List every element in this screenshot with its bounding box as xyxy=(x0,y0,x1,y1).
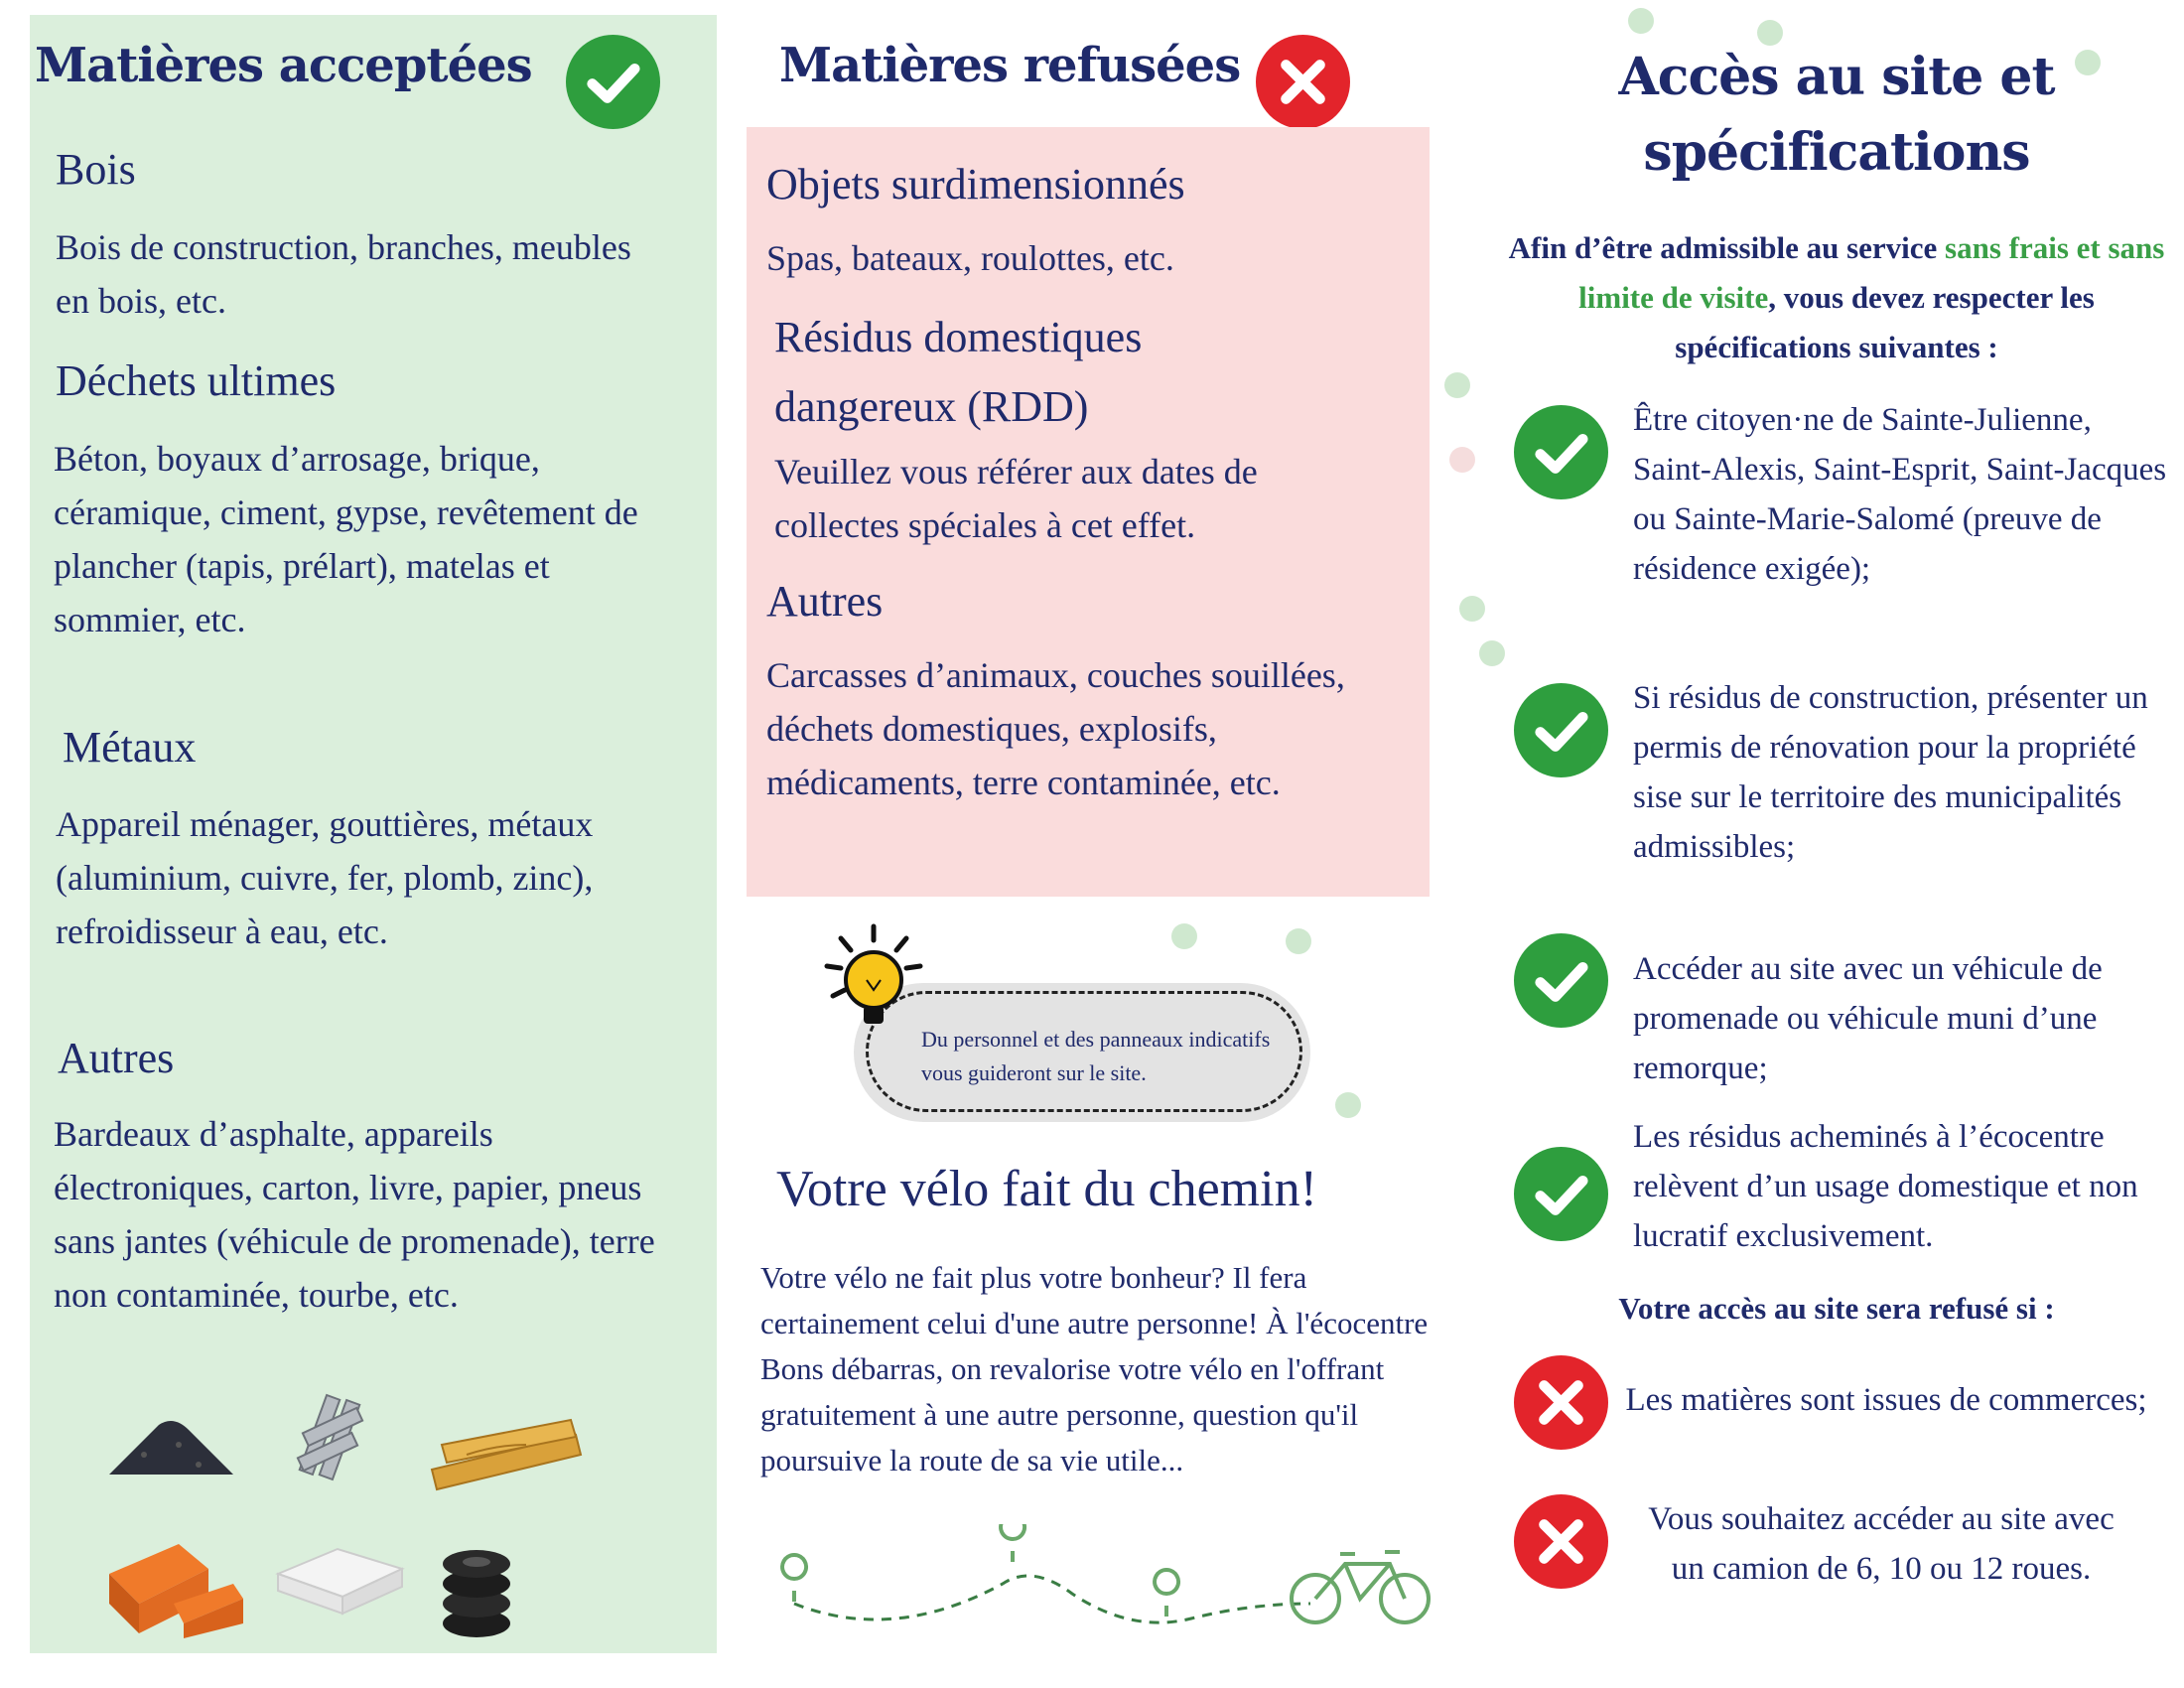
refused-text-surdimensionnes: Spas, bateaux, roulottes, etc. xyxy=(766,238,1174,278)
requirement-permit: Si résidus de construction, présenter un permis de rénovation pour la propriété sise sur le territoire des municipalités admissibles; xyxy=(1633,680,2148,865)
accepted-text-dechets: Béton, boyaux d’arrosage, brique, céramique, ciment, gypse, revêtement de plancher (tapis, prélart), matelas et sommier, etc. xyxy=(54,439,638,639)
refused-heading-surdimensionnes: Objets surdimensionnés xyxy=(766,160,1185,209)
refused-title: Matières refusées xyxy=(779,38,1241,93)
mattress-icon xyxy=(268,1539,407,1618)
check-icon xyxy=(1514,683,1608,777)
bike-text: Votre vélo ne fait plus votre bonheur? Il fera certainement celui d'une autre personne! À l'écocentre Bons débarras, on revalorise votre vélo en l'offrant gratuitement à une autre personne, question qu'il poursuive la route de sa vie utile... xyxy=(760,1260,1429,1477)
decor-dot xyxy=(1171,923,1197,949)
accepted-title: Matières acceptées xyxy=(35,38,532,93)
decor-dot xyxy=(1286,928,1311,954)
decor-dot xyxy=(1479,640,1505,666)
accepted-heading-dechets: Déchets ultimes xyxy=(56,356,337,405)
decor-dot xyxy=(1459,596,1485,622)
decor-dot xyxy=(1449,447,1475,473)
access-intro-highlight: sans frais et sans limite de visite xyxy=(1578,230,2165,315)
refused-heading-autres: Autres xyxy=(766,577,884,626)
access-refused-intro: Votre accès au site sera refusé si : xyxy=(1618,1291,2055,1326)
decor-dot xyxy=(1628,8,1654,34)
accepted-heading-bois: Bois xyxy=(56,145,136,194)
lightbulb-icon xyxy=(819,918,928,1038)
access-title-line2: spécifications xyxy=(1643,122,2030,183)
requirement-vehicle: Accéder au site avec un véhicule de promenade ou véhicule muni d’une remorque; xyxy=(1633,951,2103,1086)
accepted-heading-autres: Autres xyxy=(58,1034,175,1082)
check-icon xyxy=(566,35,660,129)
refusal-commerce: Les matières sont issues de commerces; xyxy=(1625,1382,2147,1418)
decor-dot xyxy=(1444,372,1470,398)
requirement-domestic: Les résidus acheminés à l’écocentre relèvent d’un usage domestique et non lucratif exclusivement. xyxy=(1633,1119,2138,1254)
access-intro-after: , vous devez respecter les spécifications suivantes : xyxy=(1675,280,2095,364)
check-icon xyxy=(1514,1147,1608,1241)
asphalt-pile-icon xyxy=(104,1410,238,1479)
x-icon xyxy=(1514,1355,1608,1450)
x-icon xyxy=(1514,1494,1608,1589)
tip-text: Du personnel et des panneaux indicatifs vous guideront sur le site. xyxy=(921,1027,1271,1085)
refusal-truck: Vous souhaitez accéder au site avec un camion de 6, 10 ou 12 roues. xyxy=(1648,1501,2115,1587)
accepted-text-autres: Bardeaux d’asphalte, appareils électroniques, carton, livre, papier, pneus sans jantes (véhicule de promenade), terre non contaminée, tourbe, etc. xyxy=(54,1114,655,1315)
refused-text-autres: Carcasses d’animaux, couches souillées, déchets domestiques, explosifs, médicaments, terre contaminée, etc. xyxy=(766,655,1345,802)
route-illustration xyxy=(774,1524,1449,1653)
refused-heading-rdd: Résidus domestiques dangereux (RDD) xyxy=(774,313,1143,431)
access-intro xyxy=(1489,223,2184,372)
access-title-line1: Accès au site et xyxy=(1618,47,2055,107)
refused-text-rdd: Veuillez vous référer aux dates de collectes spéciales à cet effet. xyxy=(774,452,1258,545)
requirement-residence: Être citoyen·ne de Sainte-Julienne, Saint-Alexis, Saint-Esprit, Saint-Jacques ou Sainte-Marie-Salomé (preuve de résidence exigée); xyxy=(1633,402,2167,587)
access-title xyxy=(1489,40,2184,191)
bricks-icon xyxy=(99,1529,248,1638)
accepted-heading-metaux: Métaux xyxy=(63,723,197,772)
accepted-text-metaux: Appareil ménager, gouttières, métaux (aluminium, cuivre, fer, plomb, zinc), refroidisseur à eau, etc. xyxy=(56,804,594,951)
accepted-text-bois: Bois de construction, branches, meubles en bois, etc. xyxy=(56,227,631,321)
x-icon xyxy=(1256,35,1350,129)
wood-planks-icon xyxy=(427,1415,586,1504)
tires-icon xyxy=(437,1534,516,1643)
access-intro-before: Afin d’être admissible au service xyxy=(1508,230,1946,265)
decor-dot xyxy=(1335,1092,1361,1118)
check-icon xyxy=(1514,405,1608,499)
bike-title: Votre vélo fait du chemin! xyxy=(776,1161,1317,1217)
metal-pipes-icon xyxy=(288,1390,377,1499)
check-icon xyxy=(1514,933,1608,1028)
